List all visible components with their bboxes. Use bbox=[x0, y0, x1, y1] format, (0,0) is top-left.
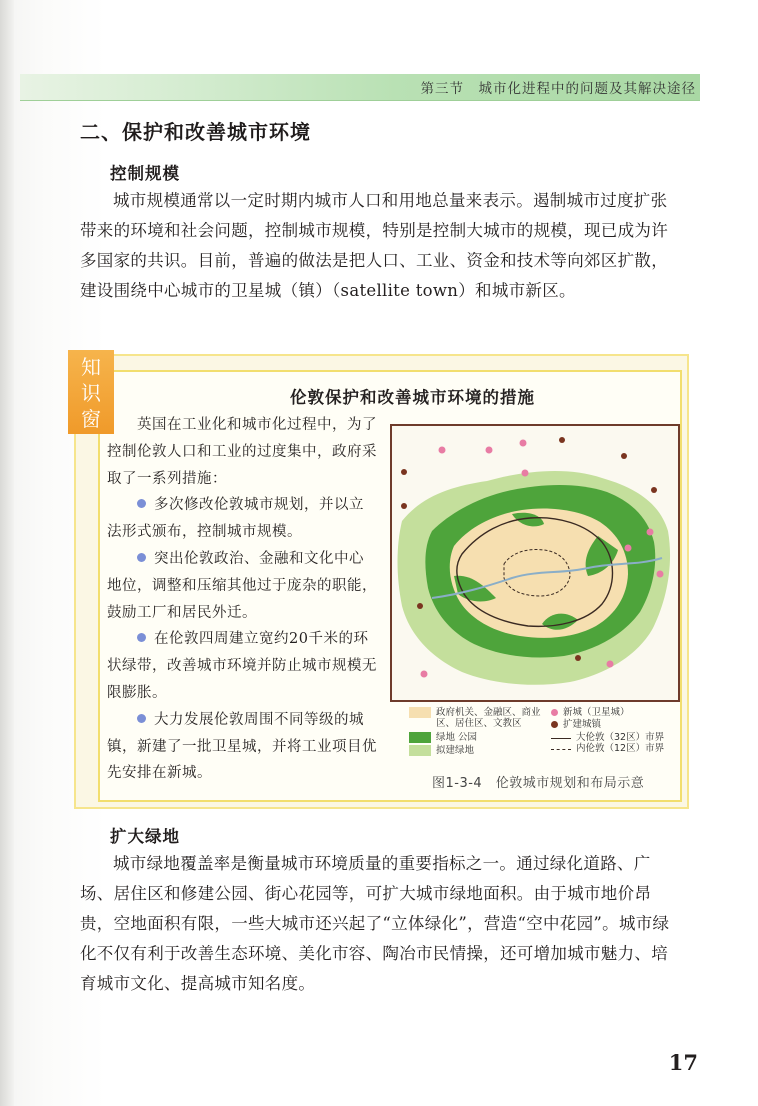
paragraph-text: 城市规模通常以一定时期内城市人口和用地总量来表示。遏制城市过度扩张带来的环境和社会问题，控制城市规模，特别是控制大城市的规模，现已成为许多国家的共识。目前，普遍的做法是把人口、工业、资金和技术等向郊区扩散，建设围绕中心城市的卫星城（镇）（satellite town）和城市新区。 bbox=[80, 191, 668, 300]
london-map-graphic bbox=[392, 426, 678, 700]
knowledge-bullet: 在伦敦四周建立宽约20千米的环状绿带，改善城市环境并防止城市规模无限膨胀。 bbox=[107, 631, 377, 701]
green-swatch bbox=[409, 732, 431, 743]
subheading-control-scale: 控制规模 bbox=[110, 164, 180, 183]
urban-swatch bbox=[409, 707, 431, 718]
bullet-dot-icon bbox=[137, 714, 146, 723]
map-expanded-town bbox=[401, 503, 407, 509]
legend-green: 绿地 公园 bbox=[409, 732, 477, 743]
tab-char: 知 bbox=[81, 355, 101, 379]
map-new-town bbox=[657, 571, 664, 578]
new-town-dot-icon bbox=[551, 709, 558, 716]
solid-line-icon bbox=[551, 738, 571, 739]
legend-urban: 政府机关、金融区、商业区、居住区、文教区 bbox=[409, 707, 546, 729]
map-new-town bbox=[522, 470, 529, 477]
map-new-town bbox=[607, 661, 614, 668]
running-header: 第三节 城市化进程中的问题及其解决途径 bbox=[420, 81, 696, 97]
section-title: 二、保护和改善城市环境 bbox=[80, 120, 311, 144]
figure-caption: 图1-3-4 伦敦城市规划和布局示意 bbox=[432, 776, 645, 791]
legend-new-town: 新城（卫星城） bbox=[551, 707, 630, 718]
paragraph-expand-green bbox=[80, 849, 680, 999]
legend-planned-green: 拟建绿地 bbox=[409, 745, 474, 756]
map-new-town bbox=[520, 440, 527, 447]
page-number: 17 bbox=[668, 1050, 698, 1075]
map-expanded-town bbox=[621, 453, 627, 459]
map-new-town bbox=[647, 529, 654, 536]
tab-char: 识 bbox=[81, 381, 101, 405]
map-new-town bbox=[439, 447, 446, 454]
map-expanded-town bbox=[651, 487, 657, 493]
bullet-dot-icon bbox=[137, 633, 146, 642]
tab-char: 窗 bbox=[81, 407, 101, 431]
knowledge-bullet: 多次修改伦敦城市规划，并以立法形式颁布，控制城市规模。 bbox=[107, 497, 364, 541]
map-new-town bbox=[625, 545, 632, 552]
map-expanded-town bbox=[575, 655, 581, 661]
knowledge-bullet: 突出伦敦政治、金融和文化中心地位，调整和压缩其他过于庞杂的职能，鼓励工厂和居民外迁。 bbox=[107, 550, 377, 621]
map-expanded-town bbox=[417, 603, 423, 609]
bullet-dot-icon bbox=[137, 499, 146, 508]
legend-expanded-town: 扩建城镇 bbox=[551, 719, 601, 730]
knowledge-body bbox=[107, 412, 377, 787]
paragraph-text: 城市绿地覆盖率是衡量城市环境质量的重要指标之一。通过绿化道路、广场、居住区和修建公园、街心花园等，可扩大城市绿地面积。由于城市地价昂贵，空地面积有限，一些大城市还兴起了“立体绿化”，营造“空中花园”。城市绿化不仅有利于改善生态环境、美化市容、陶冶市民情操，还可增加城市魅力、培育城市文化、提高城市知名度。 bbox=[80, 854, 670, 993]
knowledge-title: 伦敦保护和改善城市环境的措施 bbox=[290, 388, 535, 407]
expanded-town-dot-icon bbox=[551, 721, 558, 728]
legend-inner-boundary: 内伦敦（12区）市界 bbox=[551, 743, 664, 754]
paragraph-control-scale bbox=[80, 186, 680, 306]
london-plan-map bbox=[390, 424, 680, 702]
legend-outer-boundary: 大伦敦（32区）市界 bbox=[551, 732, 664, 743]
gutter-shadow bbox=[0, 0, 14, 1106]
knowledge-intro: 英国在工业化和城市化过程中，为了控制伦敦人口和工业的过度集中，政府采取了一系列措施： bbox=[107, 417, 377, 487]
knowledge-bullet: 大力发展伦敦周围不同等级的城镇，新建了一批卫星城，并将工业项目优先安排在新城。 bbox=[107, 711, 377, 782]
bullet-dot-icon bbox=[137, 553, 146, 562]
map-expanded-town bbox=[559, 437, 565, 443]
dashed-line-icon bbox=[551, 749, 571, 750]
planned-green-swatch bbox=[409, 745, 431, 756]
map-new-town bbox=[421, 671, 428, 678]
subheading-expand-green: 扩大绿地 bbox=[110, 827, 180, 846]
map-new-town bbox=[486, 447, 493, 454]
map-expanded-town bbox=[401, 469, 407, 475]
